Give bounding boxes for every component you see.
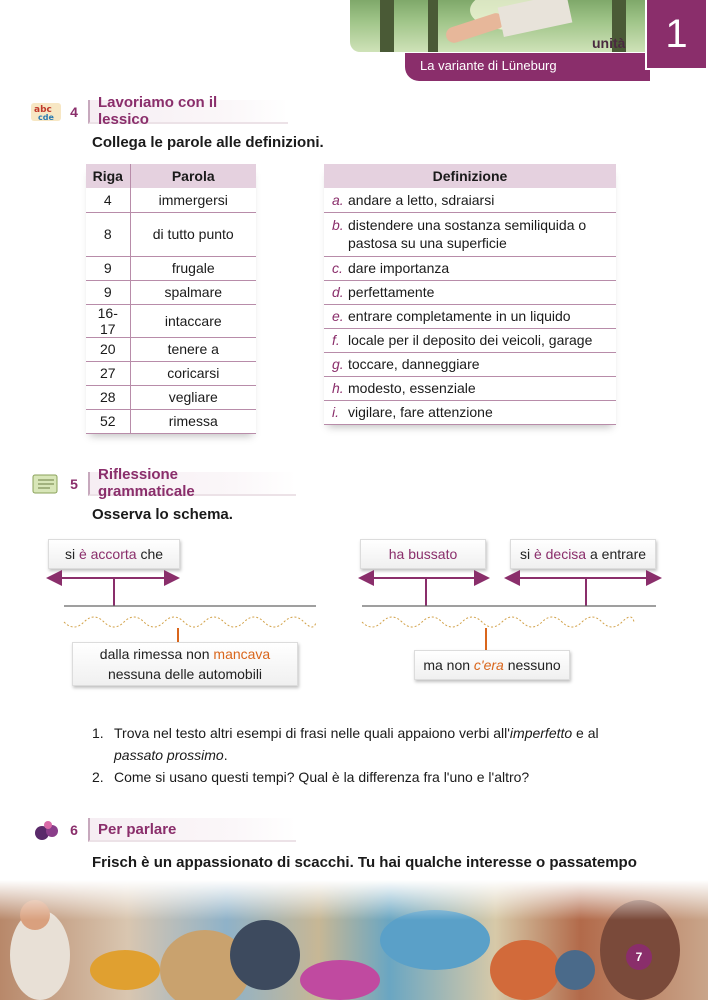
section-title: Riflessione grammaticale [88,472,296,496]
parola-cell: intaccare [130,304,256,337]
bowling-ball [555,950,595,990]
table-row [86,385,256,409]
parola-cell: vegliare [130,385,256,409]
tree-trunk [428,0,438,52]
riga-cell: 20 [86,337,130,361]
riga-cell: 4 [86,188,130,212]
table-row [324,328,616,352]
section-title: Lavoriamo con il lessico [88,100,288,124]
svg-text:cde: cde [38,113,54,122]
question-term: imperfetto [509,725,573,741]
unit-label: unità [592,35,626,51]
col-header-riga: Riga [86,164,130,188]
table-row [324,400,616,424]
riga-cell: 52 [86,409,130,433]
page-number: 7 [626,944,652,970]
unit-number: 1 [645,0,708,70]
def-letter: b. [332,217,344,233]
question-text: . [223,747,228,763]
riga-cell: 8 [86,212,130,256]
notebook-icon [30,473,64,495]
table-row [86,409,256,433]
abc-icon [30,101,64,123]
riga-cell: 16-17 [86,304,130,337]
question-text: Trova nel testo altri esempi di frasi nelle quali appaiono verbi all' [114,725,510,741]
section-title: Per parlare [88,818,296,842]
riga-cell: 27 [86,361,130,385]
def-text: locale per il deposito dei veicoli, garage [348,332,593,348]
def-letter: a. [332,191,344,208]
def-letter: i. [332,404,339,420]
def-text: modesto, essenziale [348,380,476,396]
col-header-definizione: Definizione [324,164,616,188]
question-2 [92,766,652,788]
schema-label-left-bottom [72,642,298,686]
schema-verb: mancava [213,646,271,662]
section-number: 6 [70,822,78,838]
def-letter: e. [332,308,344,324]
table-row [324,352,616,376]
def-text: entrare completamente in un liquido [348,308,571,324]
def-text: dare importanza [348,260,450,276]
def-letter: f. [332,332,340,348]
schema-text: ma non [423,657,474,673]
schema-text: dalla rimessa non [99,646,214,662]
newspaper [498,0,573,37]
table-row [86,337,256,361]
unit-subtitle: La variante di Lüneburg [420,58,557,73]
def-letter: g. [332,356,344,372]
section-4-header [30,94,288,128]
definition-table [324,164,616,425]
question-number: 1. [92,725,104,741]
instruction: Collega le parole alle definizioni. [92,134,324,151]
paint-palette [490,940,560,1000]
instruction: Osserva lo schema. [92,506,233,523]
table-row [324,212,616,256]
parola-cell: coricarsi [130,361,256,385]
schema-text: nessuno [503,657,561,673]
question-text: Come si usano questi tempi? Qual è la differenza fra l'uno e l'altro? [114,769,530,785]
table-row [324,188,616,212]
parola-cell: immergersi [130,188,256,212]
duration-wave-left [64,617,316,627]
question-text: e al [572,725,599,741]
table-row [86,361,256,385]
def-letter: d. [332,284,344,300]
riga-cell: 9 [86,256,130,280]
table-row [324,376,616,400]
table-row [324,280,616,304]
riga-cell: 28 [86,385,130,409]
def-text: distendere una sostanza semiliquida o pastosa su una superficie [348,217,587,251]
table-row [86,188,256,212]
flower-pots [300,960,380,1000]
table-row [86,280,256,304]
parola-cell: di tutto punto [130,212,256,256]
section-number: 5 [70,476,78,492]
section-5-header [30,466,296,500]
schema-text: che [136,546,164,562]
instruction-line: Frisch è un appassionato di scacchi. Tu hai qualche interesse o passatempo [92,854,637,871]
abc-icon-text: abc [34,105,52,115]
table-row [324,304,616,328]
table-row [324,256,616,280]
def-text: andare a letto, sdraiarsi [348,191,495,208]
tree-trunk [380,0,394,52]
question-1 [92,722,652,766]
question-term: passato prossimo [114,747,224,763]
riga-cell: 9 [86,280,130,304]
schema-verb: c'era [473,657,504,673]
schema-verb: è accorta [78,546,137,562]
schema-label-right-bottom [414,650,570,680]
def-letter: h. [332,380,344,396]
schema-text: si [519,546,534,562]
word-table [86,164,256,434]
def-letter: c. [332,260,343,276]
schema-verb: è decisa [533,546,587,562]
schema-verb: ha bussato [388,546,458,562]
schema-text: nessuna delle automobili [107,666,263,682]
def-text: vigilare, fare attenzione [348,404,493,420]
table-row [86,256,256,280]
parola-cell: frugale [130,256,256,280]
speech-icon [30,819,64,841]
col-header-parola: Parola [130,164,256,188]
section-number: 4 [70,104,78,120]
schema-text: si [64,546,79,562]
hobbies-photo-collage [0,880,708,1000]
vegetables [90,950,160,990]
table-row [86,304,256,337]
def-text: toccare, danneggiare [348,356,480,372]
parola-cell: rimessa [130,409,256,433]
schema-text: a entrare [586,546,647,562]
duration-wave-right [362,617,634,627]
cyclist [230,920,300,990]
parola-cell: spalmare [130,280,256,304]
question-number: 2. [92,769,104,785]
collage-fade [0,880,708,920]
def-text: perfettamente [348,284,435,300]
section-6-header [30,818,296,842]
table-row [86,212,256,256]
parola-cell: tenere a [130,337,256,361]
